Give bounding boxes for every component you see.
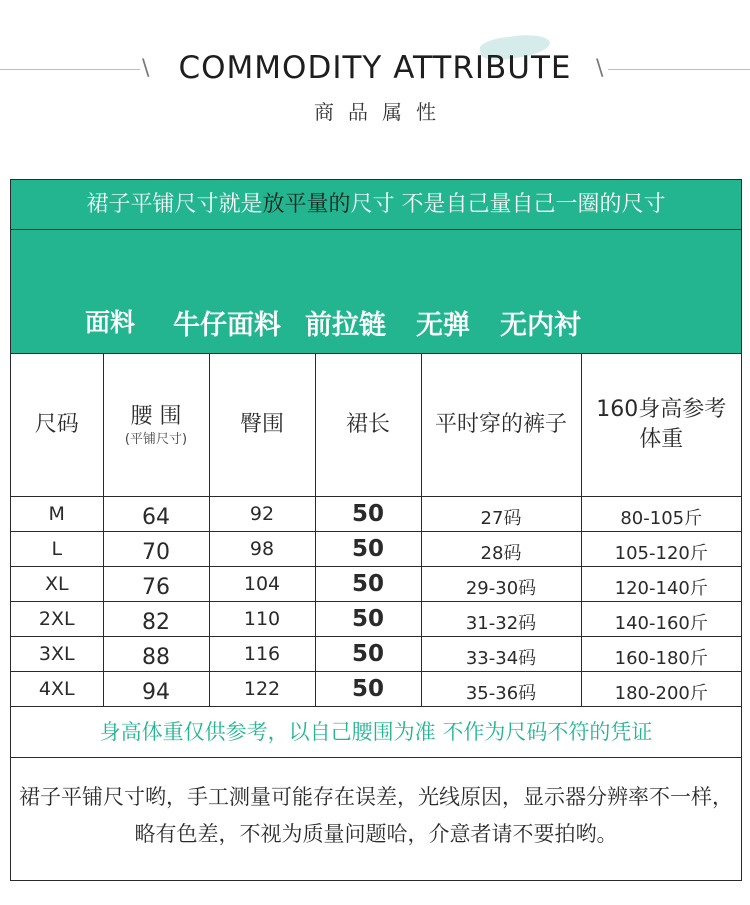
size-sheet [10,179,742,881]
stretch-value: 无弹 [416,310,470,341]
cell-size: 2XL [11,601,103,636]
table-row [11,671,741,706]
cell-length: 50 [315,636,421,671]
cell-size: 3XL [11,636,103,671]
cell-size: M [11,496,103,531]
flat-size-banner [11,180,741,230]
reference-note: 身高体重仅供参考，以自己腰围为准 不作为尺码不符的凭证 [11,706,741,758]
cell-usual: 31-32码 [421,601,581,636]
cell-length: 50 [315,496,421,531]
header-waist-sub: (平铺尺寸) [124,431,188,447]
cell-usual: 29-30码 [421,566,581,601]
cell-waist: 64 [103,496,209,531]
page-title-cn: 商品属性 [314,100,450,124]
table-row [11,566,741,601]
page-title-en: COMMODITY ATTRIBUTE [178,50,572,86]
cell-waist: 82 [103,601,209,636]
cell-length: 50 [315,601,421,636]
cell-weight: 160-180斤 [581,636,741,671]
header-reference: 160身高参考 体重 [581,354,741,496]
cell-hip: 92 [209,496,315,531]
cell-usual: 33-34码 [421,636,581,671]
cell-usual: 27码 [421,496,581,531]
banner-text-a: 裙子平铺尺寸就是 [86,192,263,217]
cell-weight: 105-120斤 [581,531,741,566]
table-row [11,636,741,671]
closure-value: 前拉链 [305,310,386,341]
cell-weight: 140-160斤 [581,601,741,636]
header-usual-pants: 平时穿的裤子 [421,354,581,496]
header-length: 裙长 [315,354,421,496]
cell-waist: 76 [103,566,209,601]
banner-text-highlight: 放平量的 [262,192,351,217]
header-waist: 腰 围 (平铺尺寸) [103,354,209,496]
disclaimer-note: 裙子平铺尺寸哟，手工测量可能存在误差，光线原因，显示器分辨率不一样，略有色差，不视为质量问题哈，介意者请不要拍哟。 [19,785,733,846]
table-row [11,496,741,531]
cell-hip: 122 [209,671,315,706]
lining-value: 无内衬 [500,310,581,341]
fabric-value: 牛仔面料 [173,310,281,341]
header-size: 尺码 [11,354,103,496]
cell-length: 50 [315,671,421,706]
cell-waist: 70 [103,531,209,566]
cell-weight: 180-200斤 [581,671,741,706]
cell-waist: 88 [103,636,209,671]
table-row [11,601,741,636]
cell-hip: 98 [209,531,315,566]
banner-text-c: 尺寸 不是自己量自己一圈的尺寸 [350,192,666,217]
cell-waist: 94 [103,671,209,706]
size-table-header-row [11,354,741,496]
cell-size: 4XL [11,671,103,706]
cell-weight: 80-105斤 [581,496,741,531]
cell-size: XL [11,566,103,601]
cell-hip: 116 [209,636,315,671]
cell-hip: 110 [209,601,315,636]
cell-usual: 35-36码 [421,671,581,706]
table-row [11,531,741,566]
cell-hip: 104 [209,566,315,601]
cell-length: 50 [315,566,421,601]
cell-weight: 120-140斤 [581,566,741,601]
header-slash-left: \ [142,56,150,81]
cell-length: 50 [315,531,421,566]
header-slash-right: \ [596,56,604,81]
fabric-label: 面料 [85,308,136,337]
fabric-banner [11,230,741,354]
header-hip: 臀围 [209,354,315,496]
page-header [0,0,750,140]
cell-usual: 28码 [421,531,581,566]
cell-size: L [11,531,103,566]
size-table [11,354,741,707]
